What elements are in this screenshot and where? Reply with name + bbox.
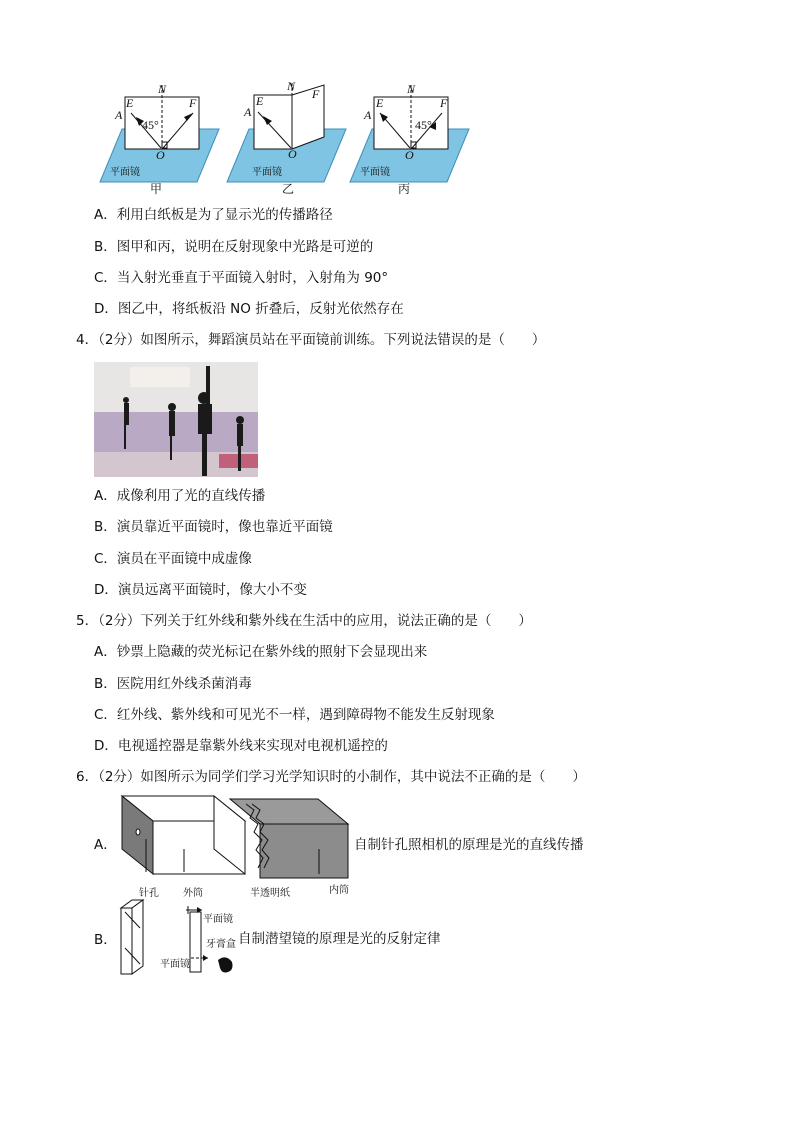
bottom-mirror-label: 平面镜: [160, 959, 190, 970]
label-n-yi: N: [287, 79, 296, 93]
label-e-jia: E: [126, 96, 134, 110]
q4-option-d: D．演员远离平面镜时，像大小不变: [94, 582, 307, 598]
q4-option-b: B．演员靠近平面镜时，像也靠近平面镜: [94, 519, 333, 535]
label-o-bing: O: [405, 148, 414, 162]
mirror-label-yi: 平面镜: [252, 167, 282, 178]
q6-option-b-letter: B．: [94, 932, 117, 948]
figure-yi: [225, 80, 350, 195]
q5-stem: 5．（2分）下列关于红外线和紫外线在生活中的应用，说法正确的是（ ）: [76, 613, 532, 629]
label-f-yi: F: [312, 87, 320, 101]
caption-yi: 乙: [282, 182, 295, 196]
label-a-jia: A: [115, 108, 123, 122]
label-a-yi: A: [244, 105, 252, 119]
translucent-paper-label: 半透明纸: [250, 888, 290, 899]
caption-bing: 丙: [398, 182, 411, 196]
q6-option-a-letter: A．: [94, 837, 117, 853]
label-e-bing: E: [376, 96, 384, 110]
q4-stem: 4．（2分）如图所示，舞蹈演员站在平面镜前训练。下列说法错误的是（ ）: [76, 332, 546, 348]
mirror-label-jia: 平面镜: [110, 167, 140, 178]
label-e-yi: E: [256, 94, 264, 108]
q5-option-a: A．钞票上隐藏的荧光标记在紫外线的照射下会显现出来: [94, 644, 428, 660]
q5-option-d: D．电视遥控器是靠紫外线来实现对电视机遥控的: [94, 738, 388, 754]
q3-option-b: B．图甲和丙，说明在反射现象中光路是可逆的: [94, 239, 374, 255]
label-a-bing: A: [364, 108, 372, 122]
label-n-bing: N: [407, 82, 416, 96]
q3-option-c: C．当入射光垂直于平面镜入射时，入射角为 90°: [94, 270, 389, 286]
top-mirror-label: 平面镜: [203, 914, 233, 925]
dancer-photo-drawing: [94, 362, 258, 477]
pinhole-label: 针孔: [139, 888, 159, 899]
toothpaste-box-label: 牙膏盒: [206, 939, 236, 950]
q5-option-b: B．医院用红外线杀菌消毒: [94, 676, 252, 692]
q6-stem: 6．（2分）如图所示为同学们学习光学知识时的小制作，其中说法不正确的是（ ）: [76, 769, 586, 785]
q3-option-d: D．图乙中，将纸板沿 NO 折叠后，反射光依然存在: [94, 301, 404, 317]
angle-label-jia: 45°: [142, 118, 159, 132]
pinhole-camera-diagram: [118, 794, 353, 884]
caption-jia: 甲: [150, 182, 163, 196]
q4-option-a: A．成像利用了光的直线传播: [94, 488, 266, 504]
label-f-bing: F: [440, 96, 448, 110]
label-o-jia: O: [156, 148, 165, 162]
q6-option-b-text: 自制潜望镜的原理是光的反射定律: [238, 931, 441, 947]
label-o-yi: O: [288, 147, 297, 161]
angle-label-bing: 45°: [415, 118, 432, 132]
q6-option-a-text: 自制针孔照相机的原理是光的直线传播: [354, 837, 584, 853]
mirror-label-bing: 平面镜: [360, 167, 390, 178]
q5-option-c: C．红外线、紫外线和可见光不一样，遇到障碍物不能发生反射现象: [94, 707, 495, 723]
inner-tube-label: 内筒: [329, 885, 349, 896]
label-f-jia: F: [189, 96, 197, 110]
label-n-jia: N: [158, 82, 167, 96]
q4-option-c: C．演员在平面镜中成虚像: [94, 551, 252, 567]
outer-tube-label: 外筒: [183, 888, 203, 899]
q3-option-a: A．利用白纸板是为了显示光的传播路径: [94, 207, 333, 223]
dancer-photo: [94, 362, 258, 477]
